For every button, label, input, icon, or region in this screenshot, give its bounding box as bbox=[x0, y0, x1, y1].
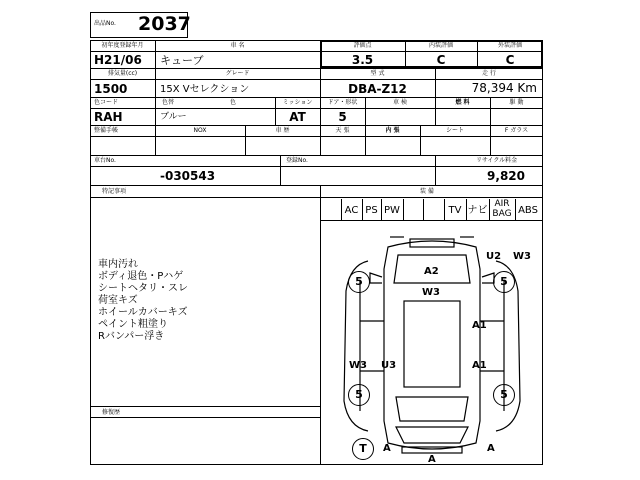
divider bbox=[90, 406, 320, 407]
damage-code: U3 bbox=[381, 360, 397, 371]
maintenance-book-label: 整備手帳 bbox=[94, 127, 119, 134]
equipment-label: 装 備 bbox=[420, 188, 434, 195]
model-code-label: 型 式 bbox=[370, 70, 385, 77]
chassis-no-value: -030543 bbox=[160, 169, 216, 183]
remarks-label: 特記事項 bbox=[102, 188, 127, 195]
car-history-label: 車 歴 bbox=[275, 127, 290, 134]
equip-ac: AC bbox=[344, 205, 359, 216]
interior-tension-label: 内 張 bbox=[385, 127, 400, 134]
interior-grade-label: 内装評価 bbox=[428, 42, 453, 49]
grade-label: グレード bbox=[225, 70, 250, 77]
equip-airbag: AIR BAG bbox=[492, 199, 512, 219]
fuel-label: 燃 料 bbox=[455, 99, 470, 106]
remark-line: 車内汚れ bbox=[98, 259, 138, 270]
recycle-fee-value: 9,820 bbox=[487, 169, 525, 183]
car-name-value: キューブ bbox=[160, 54, 204, 67]
color-value: ブルー bbox=[160, 112, 187, 122]
divider bbox=[280, 155, 281, 185]
lot-label: 出品No. bbox=[94, 20, 116, 27]
remark-line: ペイント粗塗り bbox=[98, 319, 168, 330]
drive-label: 駆 動 bbox=[509, 99, 524, 106]
damage-code: U2 bbox=[486, 251, 502, 262]
interior-grade-value: C bbox=[436, 53, 446, 67]
registration-no-label: 登録No. bbox=[286, 157, 308, 164]
mileage-label: 走 行 bbox=[482, 70, 496, 77]
equip-ps: PS bbox=[365, 205, 378, 216]
equip-abs: ABS bbox=[518, 205, 538, 216]
divider bbox=[90, 155, 543, 156]
divider bbox=[423, 199, 424, 220]
color-code-value: RAH bbox=[94, 110, 123, 124]
displacement-label: 排気量(cc) bbox=[107, 70, 138, 77]
divider bbox=[90, 166, 543, 167]
color-code-label: 色コード bbox=[94, 99, 119, 106]
score-label: 評価点 bbox=[353, 42, 372, 49]
car-name-label: 車 名 bbox=[230, 42, 245, 49]
mission-label: ミッション bbox=[282, 99, 313, 106]
score-value: 3.5 bbox=[351, 53, 374, 67]
exterior-grade-value: C bbox=[505, 53, 515, 67]
mission-value: AT bbox=[289, 110, 306, 124]
seat-label: シート bbox=[445, 127, 464, 134]
spare-tire: T bbox=[352, 438, 374, 460]
equip-pw: PW bbox=[384, 205, 400, 216]
model-code-value: DBA-Z12 bbox=[348, 82, 407, 96]
lot-number: 2037 bbox=[138, 13, 191, 35]
remark-line: Rバンパー浮き bbox=[98, 331, 165, 342]
tire-rear-right: 5 bbox=[493, 384, 515, 406]
repair-history-label: 修復歴 bbox=[102, 409, 121, 416]
divider bbox=[90, 136, 543, 137]
tire-rear-left: 5 bbox=[348, 384, 370, 406]
remark-line: シートヘタリ・スレ bbox=[98, 283, 188, 294]
color-label: 色 bbox=[230, 99, 237, 106]
exterior-grade-label: 外装評価 bbox=[497, 42, 522, 49]
reg-date-value: H21/06 bbox=[94, 53, 142, 67]
divider bbox=[90, 197, 543, 198]
displacement-value: 1500 bbox=[94, 82, 128, 96]
damage-code: A bbox=[487, 443, 495, 454]
damage-code: A2 bbox=[424, 266, 439, 277]
recycle-fee-label: リサイクル料金 bbox=[476, 157, 518, 164]
divider bbox=[90, 79, 543, 80]
car-diagram bbox=[320, 221, 543, 465]
reg-date-label: 初年度登録年月 bbox=[101, 42, 144, 49]
remark-line: ホイールカバーキズ bbox=[98, 307, 188, 318]
color-type-label: 色替 bbox=[162, 99, 175, 106]
grade-value: 15X Vセレクション bbox=[160, 84, 250, 95]
inspection-label: 車 検 bbox=[393, 99, 407, 106]
divider bbox=[155, 97, 156, 125]
tire-front-right: 5 bbox=[493, 271, 515, 293]
equip-tv: TV bbox=[448, 205, 462, 216]
doors-value: 5 bbox=[338, 110, 347, 124]
sunroof-label: 天 張 bbox=[335, 127, 350, 134]
glass-label: F ガラス bbox=[504, 127, 529, 134]
damage-code: A bbox=[383, 443, 391, 454]
damage-code: A1 bbox=[472, 360, 487, 371]
divider bbox=[403, 199, 404, 220]
damage-code: W3 bbox=[349, 360, 367, 371]
nox-label: NOX bbox=[193, 127, 207, 134]
divider bbox=[90, 185, 543, 186]
tire-front-left: 5 bbox=[348, 271, 370, 293]
remark-line: ボディ退色・Pハゲ bbox=[98, 271, 184, 282]
divider bbox=[90, 125, 543, 126]
doors-label: ドア・形状 bbox=[327, 99, 358, 106]
damage-code: W3 bbox=[422, 287, 440, 298]
equip-navi: ナビ bbox=[467, 205, 488, 216]
damage-code: A bbox=[428, 454, 436, 465]
divider bbox=[90, 108, 543, 109]
divider bbox=[90, 68, 543, 69]
chassis-no-label: 車台No. bbox=[94, 157, 116, 164]
divider bbox=[90, 417, 320, 418]
damage-code: A1 bbox=[472, 320, 487, 331]
mileage-value: 78,394 Km bbox=[471, 81, 537, 95]
divider bbox=[90, 97, 543, 98]
remark-line: 荷室キズ bbox=[98, 295, 138, 306]
damage-code: W3 bbox=[513, 251, 531, 262]
